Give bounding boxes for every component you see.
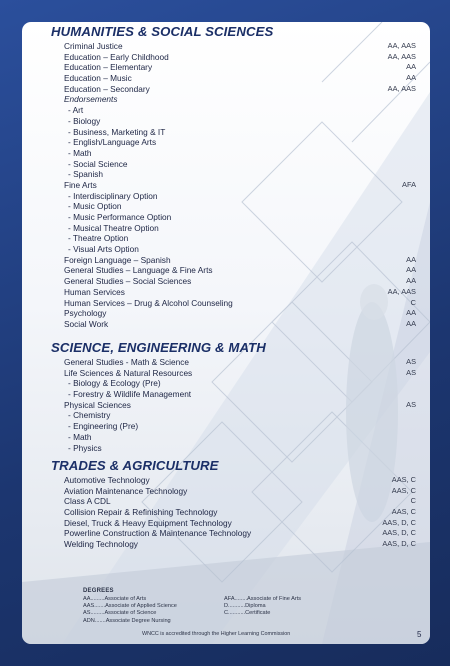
program-row [51,137,416,148]
degree-codes: AAS, C [391,507,416,517]
section-title: TRADES & AGRICULTURE [51,458,219,473]
degree-codes: AA [406,265,416,275]
section-title: HUMANITIES & SOCIAL SCIENCES [51,24,274,39]
program-name: - Physics [68,442,102,453]
program-row [51,389,416,400]
degree-codes: AA [406,73,416,83]
program-row [51,421,416,432]
program-name: - English/Language Arts [68,137,157,148]
program-row [51,169,416,180]
program-name: - Art [68,105,84,116]
legend-heading: DEGREES [83,588,114,594]
legend-entry: AFA........Associate of Fine Arts [224,596,302,602]
program-name: Criminal Justice [64,41,123,51]
legend-entry: AA.........Associate of Arts [83,596,147,602]
degree-codes: C [410,496,416,506]
program-row [51,432,416,443]
degree-codes: C [410,297,416,307]
program-name: - Visual Arts Option [68,244,139,255]
program-name: Collision Repair & Refinishing Technology [64,507,218,518]
program-name: Education – Elementary [64,62,153,73]
program-row [51,276,416,287]
program-row [51,400,416,411]
program-row [51,223,416,234]
degree-codes: AA, AAS [387,286,416,296]
program-name: Foreign Language – Spanish [64,254,171,265]
legend-entry: AAS.......Associate of Applied Science [83,603,177,610]
program-row [51,357,416,368]
program-row [51,180,416,191]
program-name: General Studies - Math & Science [64,357,189,367]
program-name: Fine Arts [64,179,97,190]
program-name: - Chemistry [68,410,111,421]
degree-codes: AAS, C [391,485,416,495]
section-trades [51,458,416,550]
program-name: - Engineering (Pre) [68,421,139,432]
program-row [51,486,416,497]
brochure-page [22,22,430,644]
program-row [51,84,416,95]
degree-codes: AS [406,399,416,409]
degree-codes: AAS, D, C [382,517,416,527]
program-name: Powerline Construction & Maintenance Technology [64,528,252,539]
program-row [51,410,416,421]
program-row [51,62,416,73]
program-name: Education – Secondary [64,83,150,94]
program-name: General Studies – Social Sciences [64,276,192,287]
program-name: Education – Early Childhood [64,51,169,62]
program-row [51,148,416,159]
program-row [51,496,416,507]
program-name: - Math [68,147,92,158]
program-row [51,159,416,170]
degree-codes: AA, AAS [387,41,416,50]
program-name: - Musical Theatre Option [68,222,159,233]
program-name: - Interdisciplinary Option [68,190,158,201]
degree-codes: AAS, D, C [382,539,416,549]
program-row [51,518,416,529]
degree-codes: AA [406,318,416,328]
program-name: Life Sciences & Natural Resources [64,367,193,378]
legend-entry: AS.........Associate of Science [83,610,157,617]
program-name: Endorsements [64,94,118,105]
degree-codes: AA, AAS [387,51,416,61]
program-name: Class A CDL [64,496,111,507]
program-name: Physical Sciences [64,399,131,410]
program-row [51,233,416,244]
program-name: Aviation Maintenance Technology [64,485,188,496]
degree-codes: AS [406,367,416,377]
program-row [51,116,416,127]
program-row [51,368,416,379]
program-row [51,94,416,105]
program-name: - Music Option [68,201,122,212]
program-listing [22,22,430,644]
program-row [51,105,416,116]
degree-codes: AA [406,254,416,264]
legend-entry: ADN.......Associate Degree Nursing [83,617,171,624]
program-row [51,265,416,276]
program-name: - Biology [68,115,101,126]
section-humanities [51,24,416,330]
program-name: - Forestry & Wildlife Management [68,389,192,400]
program-name: - Biology & Ecology (Pre) [68,378,161,389]
degree-codes: AS [406,357,416,366]
degree-codes: AAS, C [391,475,416,484]
program-row [51,191,416,202]
program-row [51,244,416,255]
program-name: Social Work [64,318,109,329]
degree-codes: AA, AAS [387,83,416,93]
legend-entry: C...........Certificate [224,610,271,617]
section-science [51,340,416,453]
degree-codes: AA [406,276,416,286]
program-row [51,41,416,52]
degree-codes: AA [406,308,416,318]
program-row [51,255,416,266]
program-name: Psychology [64,308,107,319]
program-name: Human Services [64,286,125,297]
program-row [51,308,416,319]
program-name: - Spanish [68,169,104,180]
degree-codes: AA [406,62,416,72]
program-name: - Music Performance Option [68,212,172,222]
program-row [51,539,416,550]
program-row [51,127,416,138]
accreditation-note: WNCC is accredited through the Higher Learning Commission [142,631,291,637]
program-row [51,287,416,298]
program-row [51,52,416,63]
program-row [51,201,416,212]
page-number: 5 [417,630,422,639]
program-row [51,319,416,330]
section-title: SCIENCE, ENGINEERING & MATH [51,340,266,355]
degrees-legend [83,588,363,624]
program-row [51,443,416,454]
program-name: Diesel, Truck & Heavy Equipment Technology [64,517,232,528]
degree-codes: AAS, D, C [382,528,416,538]
program-name: Education – Music [64,73,132,84]
program-row [51,528,416,539]
program-name: Welding Technology [64,539,138,550]
program-name: Human Services – Drug & Alcohol Counseling [64,297,233,308]
program-name: - Math [68,431,92,442]
program-name: Automotive Technology [64,475,150,485]
program-name: - Business, Marketing & IT [68,126,166,137]
program-row [51,507,416,518]
program-row [51,212,416,223]
program-row [51,475,416,486]
degree-codes: AFA [402,179,416,189]
program-row [51,73,416,84]
program-name: - Theatre Option [68,233,129,244]
program-name: General Studies – Language & Fine Arts [64,265,213,276]
program-row [51,378,416,389]
program-name: - Social Science [68,158,128,169]
legend-entry: D...........Diploma [224,603,266,610]
program-row [51,298,416,309]
